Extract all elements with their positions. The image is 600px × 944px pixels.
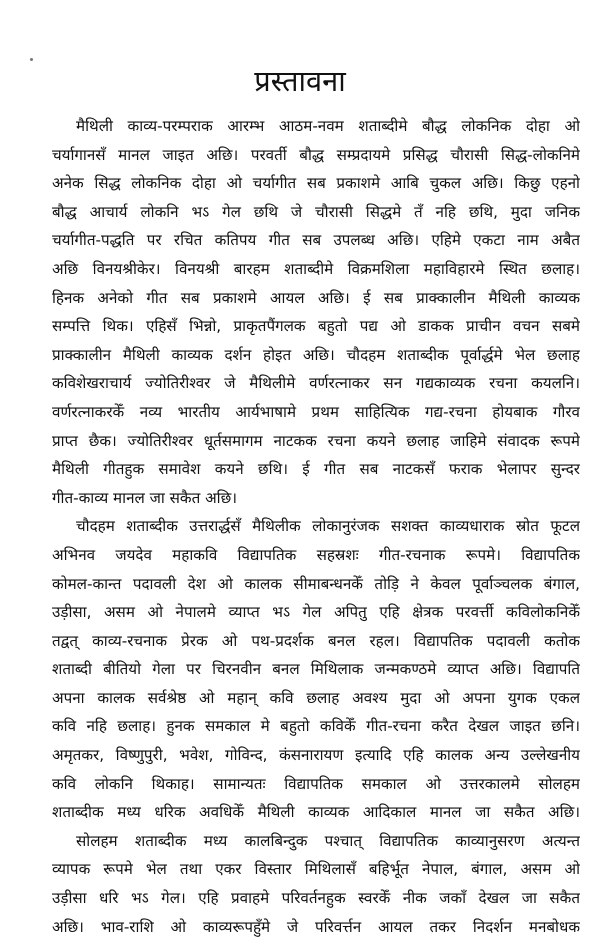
text-line: सम्पत्ति थिक। एहिसँ भिन्नो, प्राकृतपैंगलक बहुतो पद्य ओ डाकक प्राचीन वचन सबमे xyxy=(52,317,580,336)
text-line: वर्णरत्नाकरकेँ नव्य भारतीय आर्यभाषामे प्रथम साहित्यिक गद्य-रचना होयबाक गौरव xyxy=(52,402,580,421)
text-line: उड़ीसा, असम ओ नेपालमे व्याप्त भऽ गेल अपितु एहि क्षेत्रक परवर्त्ती कविलोकनिकेँ xyxy=(52,603,580,622)
text-line: मैथिली गीतहुक समावेश कयने छथि। ई गीत सब नाटकसँ फराक भेलापर सुन्दर xyxy=(52,460,580,479)
text-line: बौद्ध आचार्य लोकनि भऽ गेल छथि जे चौरासी सिद्धमे तँ नहि छथि, मुदा जनिक xyxy=(52,202,580,221)
text-line: अभिनव जयदेव महाकवि विद्यापतिक सहस्रशः गीत-रचनाक रूपमे। विद्यापतिक xyxy=(52,545,580,564)
page-title: प्रस्तावना xyxy=(254,64,346,99)
body-text xyxy=(52,112,580,941)
text-line: चर्यागीत-पद्धति पर रचित कतिपय गीत सब उपलब्ध अछि। एहिमे एकटा नाम अबैत xyxy=(52,231,580,250)
text-line: शताब्दीक मध्य धरिक अवधिकेँ मैथिली काव्यक आदिकाल मानल जा सकैत अछि। xyxy=(52,803,580,822)
text-line: कोमल-कान्त पदावली देश ओ कालक सीमाबन्धनकेँ तोड़ि ने केवल पूर्वाञ्चलक बंगाल, xyxy=(52,574,580,593)
text-line: कवि लोकनि थिकाह। सामान्यतः विद्यापतिक समकाल ओ उत्तरकालमे सोलहम xyxy=(52,774,580,793)
text-line: अनेक सिद्ध लोकनिक दोहा ओ चर्यागीत सब प्रकाशमे आबि चुकल अछि। किछु एहनो xyxy=(52,174,580,193)
text-line: उड़ीसा धरि भऽ गेल। एहि प्रवाहमे परिवर्तनहुक स्वरकेँ नीक जकाँ देखल जा सकैत xyxy=(52,889,580,908)
text-line: प्राक्कालीन मैथिली काव्यक दर्शन होइत अछि। चौदहम शताब्दीक पूर्वार्द्धमे भेल छलाह xyxy=(52,345,580,364)
text-line: तद्वत् काव्य-रचनाक प्रेरक ओ पथ-प्रदर्शक बनल रहल। विद्यापतिक पदावली कतोक xyxy=(52,631,580,650)
text-line: कविशेखराचार्य ज्योतिरीश्वर जे मैथिलीमे वर्णरत्नाकर सन गद्यकाव्यक रचना कयलनि। xyxy=(52,374,580,393)
text-line: सोलहम शताब्दीक मध्य कालबिन्दुक पश्चात् विद्यापतिक काव्यानुसरण अत्यन्त xyxy=(76,831,580,850)
text-line: चौदहम शताब्दीक उत्तरार्द्धसँ मैथिलीक लोकानुरंजक सशक्त काव्यधाराक स्रोत फूटल xyxy=(76,517,580,536)
text-line: प्राप्त छैक। ज्योतिरीश्वर धूर्तसमागम नाटकक रचना कयने छलाह जाहिमे संवादक रूपमे xyxy=(52,431,580,450)
text-line: शताब्दी बीतियो गेला पर चिरनवीन बनल मिथिलाक जन्मकण्ठमे व्याप्त अछि। विद्यापति xyxy=(52,660,580,679)
text-line: कवि नहि छलाह। हुनक समकाल मे बहुतो कविकेँ गीत-रचना करैत देखल जाइत छनि। xyxy=(52,717,580,736)
text-line: गीत-काव्य मानल जा सकैत अछि। xyxy=(52,488,238,507)
text-line: चर्यागानसँ मानल जाइत अछि। परवर्ती बौद्ध सम्प्रदायमे प्रसिद्ध चौरासी सिद्ध-लोकनिमे xyxy=(52,145,580,164)
text-line: अमृतकर, विष्णुपुरी, भवेश, गोविन्द, कंसनारायण इत्यादि एहि कालक अन्य उल्लेखनीय xyxy=(52,746,580,765)
text-line: अपना कालक सर्वश्रेष्ठ ओ महान् कवि छलाह अवश्य मुदा ओ अपना युगक एकल xyxy=(52,688,580,707)
text-line: अछि विनयश्रीकेर। विनयश्री बारहम शताब्दीमे विक्रमशिला महाविहारमे स्थित छलाह। xyxy=(52,259,580,278)
text-line: व्यापक रूपमे भेल तथा एकर विस्तार मिथिलासँ बहिर्भूत नेपाल, बंगाल, असम ओ xyxy=(52,860,580,879)
text-line: हिनक अनेको गीत सब प्रकाशमे आयल अछि। ई सब प्राक्कालीन मैथिली काव्यक xyxy=(52,288,580,307)
text-line: अछि। भाव-राशि ओ काव्यरूपहुँमे जे परिवर्त्तन आयल तकर निदर्शन मनबोधक xyxy=(52,917,580,936)
text-line: मैथिली काव्य-परम्पराक आरम्भ आठम-नवम शताब्दीमे बौद्ध लोकनिक दोहा ओ xyxy=(76,117,580,135)
